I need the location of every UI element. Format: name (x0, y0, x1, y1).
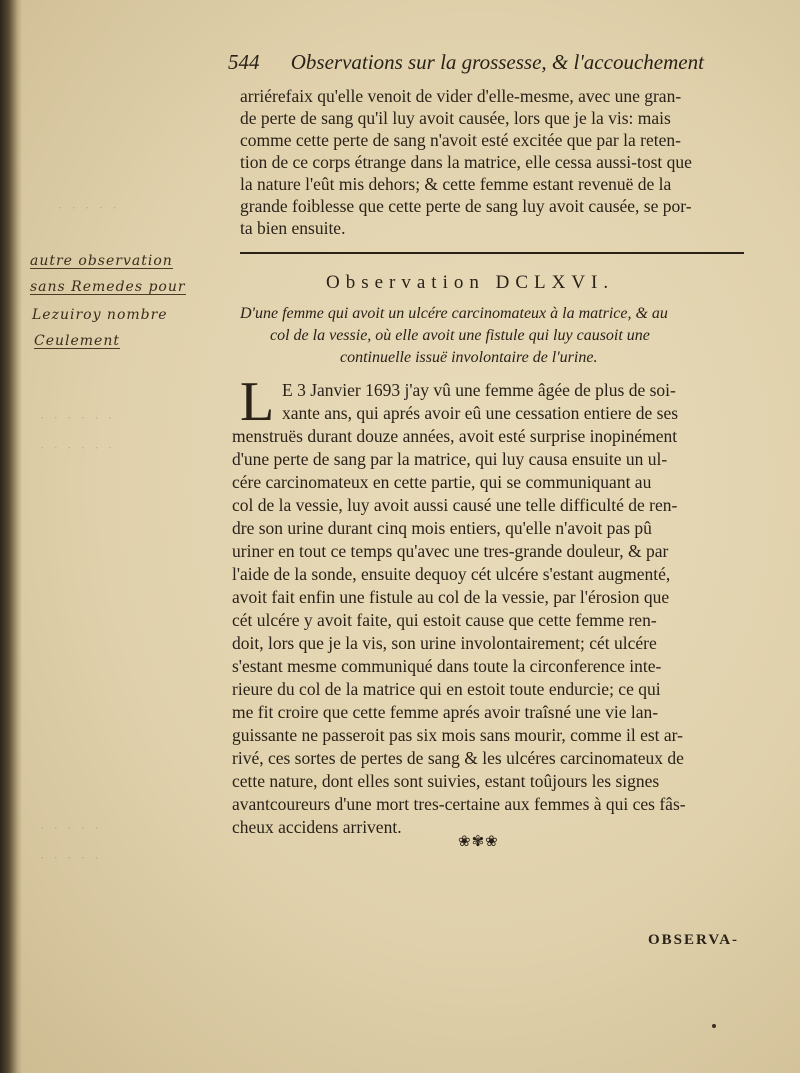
text-line: de perte de sang qu'il luy avoit causée, lors que je la vis: mais (240, 108, 671, 128)
observation-subtitle-line: D'une femme qui avoit un ulcére carcinomateux à la matrice, & au (240, 305, 668, 322)
body-line: cheux accidens arrivent. (232, 817, 402, 837)
section-rule (240, 252, 744, 254)
text-line: tion de ce corps étrange dans la matrice, elle cessa aussi-tost que (240, 152, 692, 172)
body-line: cét ulcére y avoit faite, qui estoit cause que cette femme ren- (232, 610, 657, 630)
body-line: s'estant mesme communiqué dans toute la circonference inte- (232, 656, 662, 676)
bleed-through-mark: · · · · · (40, 820, 102, 835)
body-line: d'une perte de sang par la matrice, qui luy causa ensuite un ul- (232, 449, 668, 469)
catchword: OBSERVA- (648, 932, 740, 948)
observation-subtitle-line: continuelle issuë involontaire de l'urine. (340, 349, 598, 366)
body-line: avoit fait enfin une fistule au col de la vessie, par l'érosion que (232, 587, 670, 607)
bleed-through-mark: · · · · · · (40, 410, 116, 425)
margin-note-line: autre observation (30, 253, 173, 269)
margin-note-line: sans Remedes pour (30, 279, 186, 295)
body-line: cére carcinomateux en cette partie, qui se communiquant au (232, 472, 652, 492)
bleed-through-mark: · · · · · (58, 200, 120, 215)
ink-fleck (712, 1024, 716, 1028)
text-line: comme cette perte de sang n'avoit esté excitée que par la reten- (240, 130, 681, 150)
body-line: doit, lors que je la vis, son urine involontairement; cét ulcére (232, 633, 657, 653)
page-gutter-shadow (0, 0, 22, 1073)
body-line: col de la vessie, luy avoit aussi causé une telle difficulté de ren- (232, 495, 678, 515)
bleed-through-mark: · · · · · (40, 850, 102, 865)
body-line: rivé, ces sortes de pertes de sang & les ulcéres carcinomateux de (232, 748, 684, 768)
running-head (228, 50, 748, 75)
page-number: 544 (228, 50, 260, 74)
running-head-title: Observations sur la grossesse, & l'accouchement (290, 50, 704, 74)
text-line: arriérefaix qu'elle venoit de vider d'elle-mesme, avec une gran- (240, 86, 682, 106)
margin-note-line: Ceulement (34, 333, 120, 349)
margin-note-line: Lezuiroy nombre (32, 307, 168, 323)
tailpiece-ornament: ❀✾❀ (458, 832, 499, 850)
body-line: xante ans, qui aprés avoir eû une cessation entiere de ses (282, 403, 679, 423)
body-line: guissante ne passeroit pas six mois sans mourir, comme il est ar- (232, 725, 683, 745)
observation-title: Observation DCLXVI. (326, 272, 615, 293)
body-line: avantcoureurs d'une mort tres-certaine aux femmes à qui ces fâs- (232, 794, 686, 814)
drop-cap: L (240, 371, 275, 433)
text-line: la nature l'eût mis dehors; & cette femme estant revenuë de la (240, 174, 672, 194)
text-line: grande foiblesse que cette perte de sang luy avoit causée, se por- (240, 196, 692, 216)
text-line: ta bien ensuite. (240, 218, 346, 238)
body-line: E 3 Janvier 1693 j'ay vû une femme âgée de plus de soi- (282, 380, 676, 400)
bleed-through-mark: · · · · · · (40, 440, 116, 455)
body-line: dre son urine durant cinq mois entiers, qu'elle n'avoit pas pû (232, 518, 652, 538)
body-line: menstruës durant douze années, avoit esté surprise inopinément (232, 426, 678, 446)
body-line: rieure du col de la matrice qui en estoit toute endurcie; ce qui (232, 679, 661, 699)
body-line: l'aide de la sonde, ensuite dequoy cét ulcére s'estant augmenté, (232, 564, 671, 584)
body-line: me fit croire que cette femme aprés avoir traîsné une vie lan- (232, 702, 659, 722)
body-line: cette nature, dont elles sont suivies, estant toûjours les signes (232, 771, 660, 791)
observation-subtitle-line: col de la vessie, où elle avoit une fistule qui luy causoit une (270, 327, 650, 344)
body-line: uriner en tout ce temps qu'avec une tres-grande douleur, & par (232, 541, 669, 561)
